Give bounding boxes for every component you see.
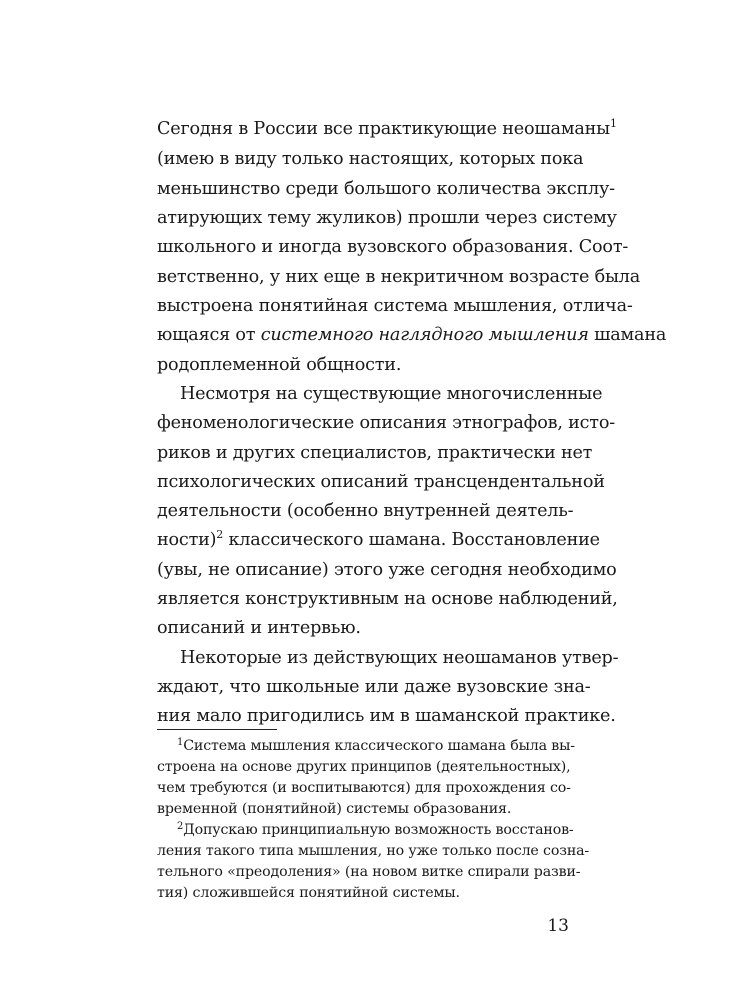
- footnote-number: 1: [177, 737, 184, 748]
- body-line: ния мало пригодились им в шаманской практике.: [157, 706, 616, 726]
- body-line: является конструктивным на основе наблюдений,: [157, 589, 618, 609]
- footnote-divider: [157, 729, 277, 730]
- body-line: феноменологические описания этнографов, исто-: [157, 413, 615, 433]
- body-line: атирующих тему жуликов) прошли через систему: [157, 208, 617, 228]
- body-line: риков и других специалистов, практически нет: [157, 443, 593, 463]
- emphasis: системного наглядного мышления: [260, 325, 589, 345]
- footnote-line: $^2$Допускаю принципиальную возможность восстанов-: [177, 821, 574, 838]
- footnote-ref: 2: [216, 528, 224, 541]
- body-line: школьного и иногда вузовского образования. Соот-: [157, 237, 629, 257]
- footnote-line: строена на основе других принципов (деятельностных),: [157, 759, 571, 775]
- page-number: 13: [547, 916, 569, 936]
- body-line: психологических описаний трансцендентальной: [157, 472, 605, 492]
- body-line: меньшинство среди большого количества эксплу-: [157, 179, 615, 199]
- body-line: ности)$^2$ классического шамана. Восстановление: [157, 528, 600, 550]
- footnote-line: временной (понятийной) системы образования.: [157, 801, 512, 817]
- body-line: ветственно, у них еще в некритичном возрасте была: [157, 267, 641, 287]
- footnote-line: чем требуются (и воспитываются) для прохождения со-: [157, 780, 571, 796]
- body-line: ждают, что школьные или даже вузовские зна-: [157, 677, 591, 697]
- body-line: Некоторые из действующих неошаманов утвер-: [180, 648, 619, 668]
- body-line: (имею в виду только настоящих, которых пока: [157, 149, 584, 169]
- body-line: Сегодня в России все практикующие неошаманы$^1$: [157, 117, 617, 139]
- footnote-number: 2: [177, 821, 184, 832]
- body-line: деятельности (особенно внутренней деятель-: [157, 501, 574, 521]
- body-line: Несмотря на существующие многочисленные: [180, 384, 603, 404]
- body-line: описаний и интервью.: [157, 618, 361, 638]
- footnote-line: ления такого типа мышления, но уже только после созна-: [157, 843, 590, 859]
- body-line: выстроена понятийная система мышления, отлича-: [157, 296, 633, 316]
- footnote-line: $^1$Система мышления классического шамана была вы-: [177, 737, 575, 754]
- footnote-line: тельного «преодоления» (на новом витке спирали разви-: [157, 864, 581, 880]
- footnote-ref: 1: [609, 117, 617, 130]
- footnote-line: тия) сложившейся понятийной системы.: [157, 885, 460, 901]
- body-line: ющаяся от системного наглядного мышления шамана: [157, 325, 667, 345]
- body-line: (увы, не описание) этого уже сегодня необходимо: [157, 560, 617, 580]
- body-line: родоплеменной общности.: [157, 355, 402, 375]
